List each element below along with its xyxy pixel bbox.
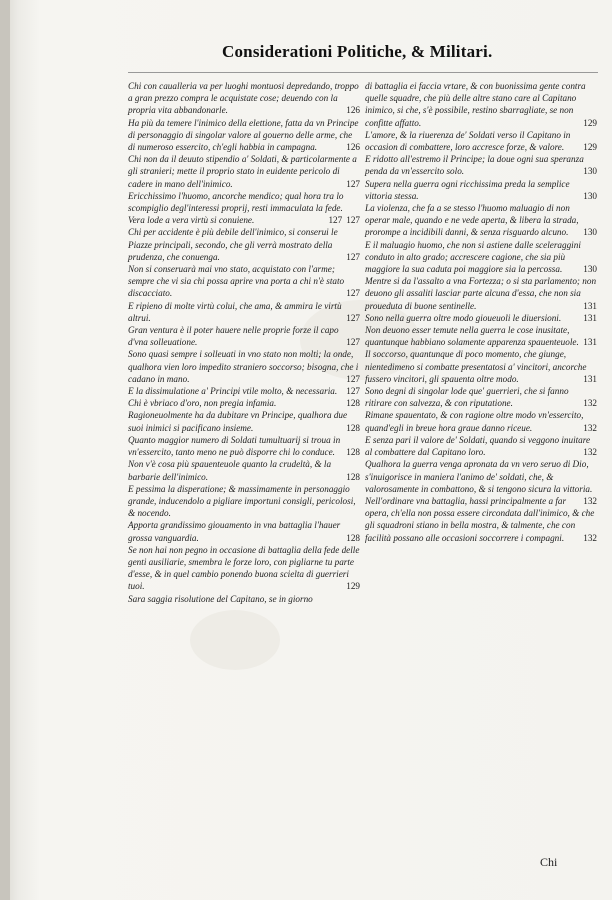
page-number: 127: [346, 215, 360, 226]
left-column: [128, 80, 360, 605]
index-entry: [128, 153, 360, 190]
index-entry: [128, 544, 360, 593]
entry-text: Sono degni di singolar lode que' guerrieri, che si fanno ritirare con salvezza, & con riputatione.: [365, 386, 569, 409]
entry-text: Il soccorso, quantunque di poco momento, che giunge, nientedimeno si combatte presentatosi a' vincitori, ancorche fussero vincitori, gli spauenta oltre modo.: [365, 349, 587, 384]
index-entry: [128, 593, 360, 605]
entry-text: E ripieno di molte virtù colui, che ama, & ammira le virtù altrui.: [128, 300, 342, 323]
page-number: 127: [346, 386, 360, 397]
index-entry: [365, 178, 597, 202]
entry-text: E il maluagio huomo, che non si astiene dalle sceleraggini conduto in alto grado; accrescere cagione, che sia più maggiore la sua caduta poi maggiore sia la percossa.: [365, 239, 581, 275]
entry-text: Rimane spauentato, & con ragione oltre modo vn'essercito, quand'egli in breue hora graue danno riceue.: [365, 410, 584, 433]
index-entry: [128, 324, 360, 348]
entry-text: La violenza, che fa a se stesso l'huomo maluagio di non operar male, quando e ne vede aperta, & libera la strada, prorompe a incidibili danni, & senza risguardo alcuno.: [365, 203, 579, 238]
index-entry: [365, 153, 597, 177]
index-entry: [128, 519, 360, 543]
page-number: 127: [346, 178, 360, 189]
index-entry: [365, 324, 597, 348]
entry-text: Gran ventura è il poter hauere nelle proprie forze il capo d'vna solleuatione.: [128, 325, 339, 348]
index-entry: [365, 348, 597, 385]
index-entry: [128, 458, 360, 482]
entry-text: Non v'è cosa più spauenteuole quanto la crudeltà, & la barbarie dell'inimico.: [128, 459, 332, 482]
entry-text: L'amore, & la riuerenza de' Soldati verso il Capitano in occasion di combattere, loro accresce forze, & valore.: [365, 129, 571, 153]
page-number: 131: [583, 300, 597, 311]
entry-text: Sara saggia risolutione del Capitano, se in giorno: [128, 593, 313, 604]
page-number: 132: [583, 398, 597, 409]
entry-text: Chi per accidente è più debile dell'inimico, si conserui le Piazze principali, secondo, che gli verrà mostrato della prudenza, che conuenga.: [128, 227, 338, 262]
page-number: 128: [346, 447, 360, 458]
index-entry: [365, 239, 597, 276]
index-entry: [365, 434, 597, 458]
page-number: 128: [346, 422, 360, 433]
entry-text: Ha più da temere l'inimico della elettione, fatta da vn Principe di personaggio di singolar valore al gouerno delle arme, che di numeroso essercito, ch'egli habbia in campagna.: [128, 117, 359, 153]
index-entry: [365, 458, 597, 506]
entry-text: E senza pari il valore de' Soldati, quando si veggono inuitare al combattere dal Capitano loro.: [365, 434, 591, 458]
entry-text: di battaglia ei faccia vrtare, & con buonissima gente contra quelle squadre, che più delle altre stano care al Capitano inimico, si che, s'è possibile, restino sbarragliate, se non confitte affatto.: [365, 81, 586, 128]
page-number: 127: [346, 337, 360, 348]
page-number: 127: [346, 288, 360, 299]
entry-text: Sono nella guerra oltre modo gioueuoli le diuersioni.: [365, 312, 562, 323]
index-entry: [365, 312, 597, 324]
entry-text: Se non hai non pegno in occasione di battaglia della fede delle genti ausiliarie, smembra le forze loro, con pigliarne tu parte d'esse, & in quel cambio ponendo buona scielta di guerrieri tuoi.: [128, 544, 360, 592]
index-entry: [128, 434, 360, 458]
page-number: 132: [583, 495, 597, 506]
page-number: 130: [583, 166, 597, 177]
entry-text: Chi non da il deuuto stipendio a' Soldati, & particolarmente a gli stranieri; mette il proprio stato in euidente pericolo di cadere in mano dell'inimico.: [128, 154, 357, 189]
running-header: Considerationi Politiche, & Militari.: [222, 42, 493, 61]
page-number: 131: [583, 373, 597, 384]
entry-text: Mentre si da l'assalto a vna Fortezza; o si sta parlamento; non deuono gli assaliti lasciar parte alcuna d'essa, che non sia proueduta di buone sentinelle.: [365, 276, 597, 311]
index-entry: [128, 80, 360, 117]
entry-text: E ridotto all'estremo il Principe; la doue ogni sua speranza penda da vn'essercito solo.: [365, 154, 584, 177]
index-entry: [365, 202, 597, 239]
page-number: 126: [346, 105, 360, 116]
page-number: 132: [583, 447, 597, 458]
page-number: 129: [583, 117, 597, 128]
page-number: 129: [583, 142, 597, 153]
index-entry: [128, 214, 360, 226]
header-rule: [128, 72, 598, 73]
index-entry: [365, 275, 597, 312]
entry-text: Vera lode a vera virtù si conuiene.: [128, 215, 255, 226]
index-entry: [365, 495, 597, 544]
page-number: 129: [346, 581, 360, 592]
index-entry: [128, 348, 360, 385]
catchword: Chi: [540, 855, 558, 869]
entry-text: Chi con caualleria va per luoghi montuosi depredando, troppo a gran prezzo compra le acquistate cose; deuendo con la propria vita abbandonarle.: [128, 81, 359, 116]
spine-shadow: [0, 0, 10, 900]
right-column: [365, 80, 597, 544]
entry-text: Ericchissimo l'huomo, ancorche mendico; qual hora tra lo scompiglio degl'interessi proprij, resti immaculata la fede.: [128, 190, 344, 214]
entry-text: Quanto maggior numero di Soldati tumultuarij si troua in vn'essercito, tanto meno ne può disporre chi lo conduce.: [128, 434, 341, 458]
entry-text: Non si conseruarà mai vno stato, acquistato con l'arme; sempre che vi sia chi possa aprire vna porta a chi n'è stato discacciato.: [128, 264, 345, 299]
entry-text: Supera nella guerra ogni ricchissima preda la semplice vittoria stessa.: [365, 178, 570, 201]
page-number: 127: [346, 373, 360, 384]
entry-text: Apporta grandissimo giouamento in vna battaglia l'hauer grossa vanguardia.: [128, 520, 341, 543]
index-entry: [365, 80, 597, 129]
index-entry: [128, 300, 360, 324]
index-entry: [365, 385, 597, 409]
entry-text: Ragioneuolmente ha da dubitare vn Principe, qualhora due suoi inimici si pacificano insieme.: [128, 410, 348, 433]
page-number: 130: [583, 227, 597, 238]
page-number: 132: [583, 422, 597, 433]
entry-text: Non deuono esser temute nella guerra le cose inusitate, quantunque habbiano solamente apparenza spauenteuole.: [365, 325, 579, 348]
page-number: 128: [346, 398, 360, 409]
page-number: 131: [583, 337, 597, 348]
page-number: 126: [346, 142, 360, 153]
page-number: 131: [583, 312, 597, 323]
entry-text: E pessima la disperatione; & massimamente in personaggio grande, inducendolo a pigliare importuni consigli, pericolosi, & nocendo.: [128, 483, 356, 519]
paper-stain: [190, 610, 280, 670]
entry-text: Sono quasi sempre i solleuati in vno stato non molti; la onde, qualhora vien loro impedito straniero soccorso; bisogna, che i cadano in mano.: [128, 349, 359, 384]
index-entry: [128, 385, 360, 397]
index-entry: [128, 483, 360, 520]
page-number: 128: [346, 471, 360, 482]
page-number: 127: [346, 251, 360, 262]
index-entry: [128, 397, 360, 409]
page-number: 127: [346, 312, 360, 323]
entry-text: Nell'ordinare vna battaglia, hassi principalmente a far opera, ch'ella non possa essere circondata dall'inimico, & che gli squadroni stiano in bella mostra, & talmente, che con facilità possano alle occasioni soccorrere i compagni.: [365, 495, 595, 543]
index-entry: [365, 129, 597, 153]
entry-text: E la dissimulatione a' Principi vtile molto, & necessaria.: [128, 386, 338, 397]
page-number: 128: [346, 532, 360, 543]
page-number: 130: [583, 190, 597, 201]
index-entry: [128, 226, 360, 263]
index-entry: [365, 409, 597, 433]
page-number: 130: [583, 264, 597, 275]
page-number: 132: [583, 532, 597, 543]
index-entry: [128, 409, 360, 433]
entry-text: Chi è vbriaco d'oro, non pregia infamia.: [128, 398, 277, 409]
index-entry: [128, 117, 360, 154]
index-entry: [128, 263, 360, 300]
page-number: 127: [328, 215, 343, 226]
entry-text: Qualhora la guerra venga apronata da vn vero seruo di Dio, s'inuigorisce in maniera l'animo de' soldati, che, & valorosamente in combattono, & si tengono sicura la vittoria.: [365, 459, 593, 494]
